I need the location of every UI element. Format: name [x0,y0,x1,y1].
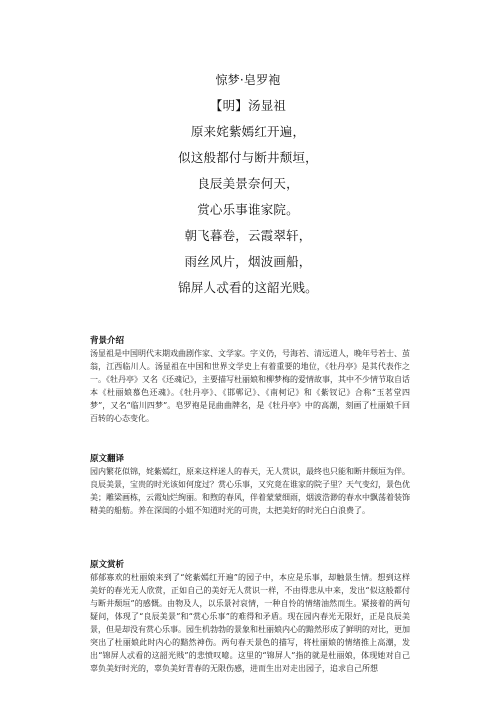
poem-line: 良辰美景奈何天， [197,176,299,191]
poem-title: 惊梦·皂罗袍 [215,73,281,87]
poem-line: 锦屏人忒看的这韶光贱。 [178,280,318,295]
translation-heading: 原文翻译 [90,454,125,464]
translation-section [90,453,410,517]
poem-line: 赏心乐事谁家院。 [197,202,299,217]
poem-author: 【明】汤显祖 [209,98,287,113]
appreciation-heading: 原文赏析 [90,560,125,570]
background-section [90,335,410,425]
translation-text: 园内繁花似锦，姹紫嫣红，原来这样迷人的春天，无人赏识，最终也只能和断井颓垣为伴。良辰美景，宝贵的时光该如何度过？赏心乐事，又究竟在谁家的院子里？天气变幻，景色优美；雕梁画栋，云霞灿烂绚丽。和煦的春风，伴着蒙蒙细雨，烟波浩渺的春水中飘荡着装饰精美的船舫。养在深闺的小姐不知道时光的可贵，太把美好的时光白白浪费了。 [90,467,410,515]
poem-line: 雨丝风片，烟波画船， [184,254,312,269]
poem-line: 似这般都付与断井颓垣， [178,150,318,165]
background-heading: 背景介绍 [90,336,125,346]
appreciation-text: 郁郁寡欢的杜丽娘来到了“姹紫嫣红开遍”的园子中，本应是乐事，却触景生情。想到这样美好的春光无人欣赏，正如自己的美好无人赏识一样，不由得悲从中来，发出“似这般都付与断井颓垣”的感慨。由物及人，以乐景衬哀情，一种自怜的情绪油然而生。紧接着的两句疑问，体现了“良辰美景”和“赏心乐事”的难得和矛盾。现在园内春光无限好，正是良辰美景，但是却没有赏心乐事。园生机勃勃的景象和杜丽娘内心的黯然形成了鲜明的对比，更加突出了杜丽娘此时内心的黯然神伤。两句春天景色的描写，将杜丽娘的情绪推上高潮，发出“锦屏人忒看的这韶光贱”的悲愤叹噫。这里的“锦屏人”指的就是杜丽娘，体现她对自己辜负美好时光的，辜负美好青春的无限伤感，进而生出对走出园子，追求自己所想 [90,573,410,673]
appreciation-section [90,559,410,675]
poem-line: 朝飞暮卷，云霞翠轩， [184,228,312,243]
background-text: 汤显祖是中国明代末期戏曲剧作家、文学家。字义仍，号海若、清远道人，晚年号若士、茧翁，江西临川人。汤显祖在中国和世界文学史上有着重要的地位，《牡丹亭》是其代表作之一。《牡丹亭》又名《还魂记》，主要描写杜丽娘和柳梦梅的爱情故事，其中不少情节取自话本《杜丽娘慕色还魂》。《牡丹亭》、《邯郸记》、《南柯记》和《紫钗记》合称“玉茗堂四梦”，又名“临川四梦”。皂罗袍是昆曲曲牌名，是《牡丹亭》中的高潮，刻画了杜丽娘千回百转的心态变化。 [90,349,410,423]
poem-block [0,67,496,301]
poem-line: 原来姹紫嫣红开遍， [190,124,306,139]
